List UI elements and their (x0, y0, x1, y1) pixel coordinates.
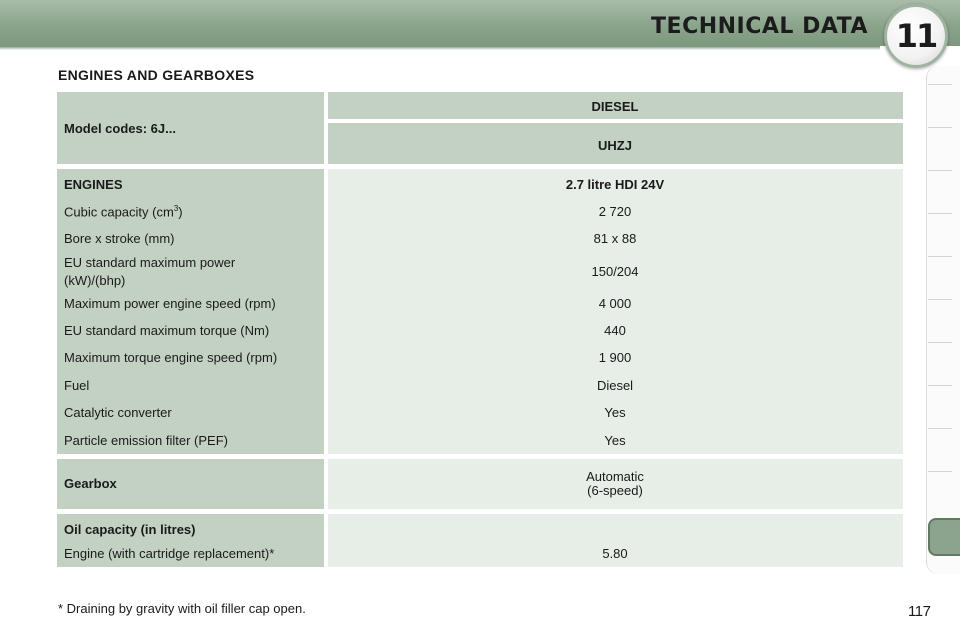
row-label: Particle emission filter (PEF) (64, 433, 228, 448)
gearbox-label: Gearbox (64, 476, 117, 491)
side-tab[interactable] (928, 471, 952, 472)
row-label: Bore x stroke (mm) (64, 231, 175, 246)
row-label: Maximum torque engine speed (rpm) (64, 350, 278, 365)
row-label: Cubic capacity $(cm^3)$ (64, 204, 183, 220)
footnote: * Draining by gravity with oil filler cap open. (58, 601, 306, 616)
side-tab[interactable] (928, 299, 952, 300)
side-tab-active[interactable] (928, 518, 960, 556)
row-value: 2 720 (598, 204, 632, 219)
row-value: Diesel (596, 378, 634, 393)
chapter-number: 11 (895, 17, 937, 55)
side-tab[interactable] (928, 213, 952, 214)
row-label: EU standard maximum torque (Nm) (64, 323, 270, 338)
gearbox-value-line1: Automatic (586, 469, 644, 484)
row-label: Maximum power engine speed (rpm) (64, 296, 276, 311)
side-tab-strip (926, 66, 960, 574)
engines-label: ENGINES (64, 177, 123, 192)
model-code-value: UHZJ (598, 138, 632, 153)
oil-capacity-label: Oil capacity (in litres) (64, 522, 196, 537)
side-tab[interactable] (928, 385, 952, 386)
side-tab[interactable] (928, 170, 952, 171)
side-tab[interactable] (928, 84, 952, 85)
chapter-badge (884, 4, 948, 68)
side-tab[interactable] (928, 428, 952, 429)
oil-row-label: Engine (with cartridge replacement)* (64, 546, 275, 561)
page-number: 117 (908, 603, 931, 620)
row-value: 150/204 (591, 264, 639, 279)
section-title: ENGINES AND GEARBOXES (58, 67, 255, 83)
row-value: Yes (604, 433, 626, 448)
row-label-line1: EU standard maximum power (64, 255, 236, 270)
row-value: 1 900 (598, 350, 632, 365)
engine-name: 2.7 litre HDI 24V (565, 177, 665, 192)
row-value: 440 (604, 323, 626, 338)
chapter-title: TECHNICAL DATA (651, 14, 868, 39)
header-divider (0, 46, 880, 50)
side-tab[interactable] (928, 127, 952, 128)
model-codes-label: Model codes: 6J... (64, 121, 176, 136)
row-label: Catalytic converter (64, 405, 172, 420)
side-tab[interactable] (928, 342, 952, 343)
oil-value: 5.80 (602, 546, 628, 561)
row-value: 81 x 88 (593, 231, 637, 246)
row-label: Fuel (64, 378, 90, 393)
row-value: 4 000 (598, 296, 632, 311)
row-label-line2: (kW)/(bhp) (64, 273, 126, 288)
side-tab[interactable] (928, 256, 952, 257)
fuel-type-header: DIESEL (591, 99, 639, 114)
gearbox-value-line2: (6-speed) (587, 483, 643, 498)
row-value: Yes (604, 405, 626, 420)
